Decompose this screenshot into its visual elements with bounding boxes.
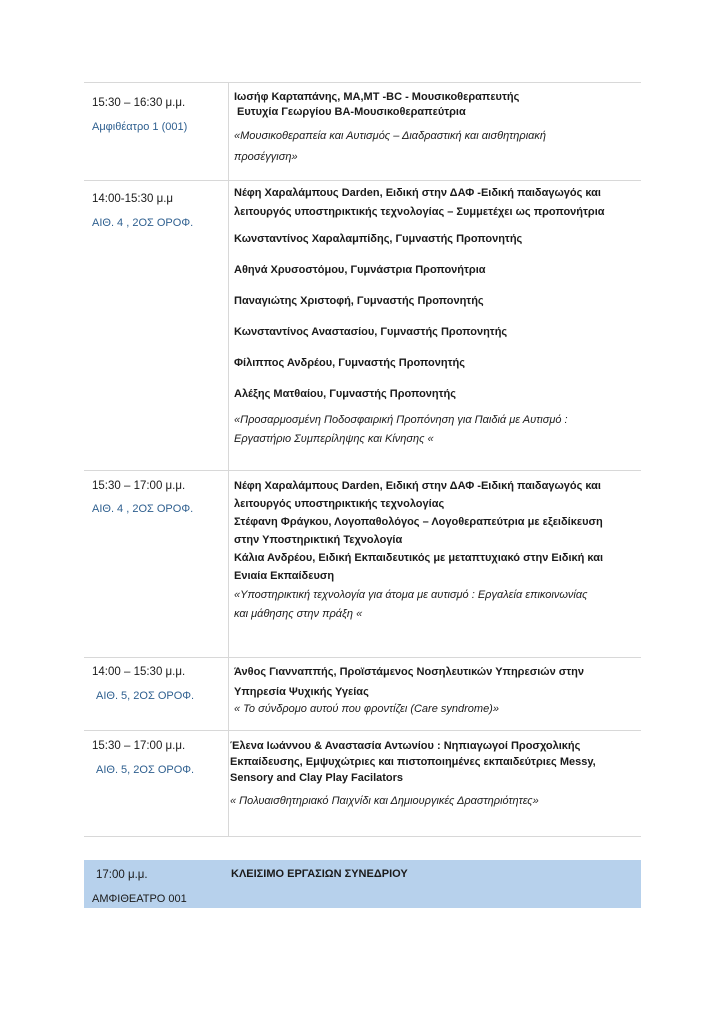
session-title: «Μουσικοθεραπεία και Αυτισμός – Διαδραστική και αισθητηριακή xyxy=(234,130,547,142)
row-divider xyxy=(84,730,641,731)
session-title: « Πολυαισθητηριακό Παιχνίδι και Δημιουργικές Δραστηριότητες» xyxy=(230,795,539,807)
speaker-line: Έλενα Ιωάννου & Αναστασία Αντωνίου : Νηπιαγωγοί Προσχολικής xyxy=(230,740,581,752)
row-divider xyxy=(84,657,641,658)
speaker-line: λειτουργός υποστηρικτικής τεχνολογίας – Συμμετέχει ως προπονήτρια xyxy=(234,206,605,218)
closing-title: ΚΛΕΙΣΙΜΟ ΕΡΓΑΣΙΩΝ ΣΥΝΕΔΡΙΟΥ xyxy=(231,868,408,880)
speaker-line: Εκπαίδευσης, Εμψυχώτριες και πιστοποιημένες εκπαιδεύτριες Messy, xyxy=(230,756,596,768)
session-time: 15:30 – 16:30 μ.μ. xyxy=(92,97,186,109)
row-divider xyxy=(84,82,641,83)
speaker-line: Ενιαία Εκπαίδευση xyxy=(234,570,335,582)
session-title: προσέγγιση» xyxy=(234,151,298,163)
speaker-line: Κάλια Ανδρέου, Ειδική Εκπαιδευτικός με μεταπτυχιακό στην Ειδική και xyxy=(234,552,604,564)
closing-time: 17:00 μ.μ. xyxy=(96,869,148,881)
session-content xyxy=(234,479,624,622)
speaker-line: Sensory and Clay Play Facilators xyxy=(230,772,404,784)
speaker-line: Υπηρεσία Ψυχικής Υγείας xyxy=(234,686,369,698)
session-time: 14:00-15:30 μ.μ xyxy=(92,193,174,205)
speaker-line: Κωνσταντίνος Χαραλαμπίδης, Γυμναστής Προπονητής xyxy=(234,233,523,245)
speaker-line: Παναγιώτης Χριστοφή, Γυμναστής Προπονητής xyxy=(234,295,484,307)
session-room: ΑΙΘ. 5, 2ΟΣ ΟΡΟΦ. xyxy=(96,690,195,702)
session-title: «Προσαρμοσμένη Ποδοσφαιρική Προπόνηση για Παιδιά με Αυτισμό : xyxy=(234,414,568,426)
speaker-line: Κωνσταντίνος Αναστασίου, Γυμναστής Προπονητής xyxy=(234,326,508,338)
session-time: 14:00 – 15:30 μ.μ. xyxy=(92,666,186,678)
session-time: 15:30 – 17:00 μ.μ. xyxy=(92,480,186,492)
session-room: ΑΙΘ. 4 , 2ΟΣ ΟΡΟΦ. xyxy=(92,217,194,229)
speaker-line: λειτουργός υποστηρικτικής τεχνολογίας xyxy=(234,498,445,510)
row-divider xyxy=(84,470,641,471)
session-room: ΑΙΘ. 4 , 2ΟΣ ΟΡΟΦ. xyxy=(92,503,194,515)
speaker-line: Στέφανη Φράγκου, Λογοπαθολόγος – Λογοθεραπεύτρια με εξειδίκευση xyxy=(234,516,603,528)
session-content xyxy=(234,665,624,717)
speaker-line: Νέφη Χαραλάμπους Darden, Ειδική στην ΔΑΦ -Ειδική παιδαγωγός και xyxy=(234,187,601,199)
speaker-line: Ιωσήφ Καρταπάνης, ΜΑ,ΜΤ -BC - Μουσικοθεραπευτής xyxy=(234,91,520,103)
session-room: ΑΙΘ. 5, 2ΟΣ ΟΡΟΦ. xyxy=(96,764,195,776)
speaker-line: στην Υποστηρικτική Τεχνολογία xyxy=(234,534,403,546)
session-time: 15:30 – 17:00 μ.μ. xyxy=(92,740,186,752)
session-content xyxy=(230,739,620,809)
session-title: « Το σύνδρομο αυτού που φροντίζει (Care syndrome)» xyxy=(234,703,499,715)
session-title: «Υποστηρικτική τεχνολογία για άτομα με αυτισμό : Εργαλεία επικοινωνίας xyxy=(234,589,588,601)
session-title: και μάθησης στην πράξη « xyxy=(234,608,363,620)
session-content xyxy=(234,186,624,447)
session-room: Αμφιθέατρο 1 (001) xyxy=(92,121,188,133)
closing-room: ΑΜΦΙΘΕΑΤΡΟ 001 xyxy=(92,893,187,905)
speaker-line: Άνθος Γιανναππής, Προϊστάμενος Νοσηλευτικών Υπηρεσιών στην xyxy=(234,666,585,678)
column-divider xyxy=(228,82,229,836)
speaker-line: Αθηνά Χρυσοστόμου, Γυμνάστρια Προπονήτρια xyxy=(234,264,486,276)
speaker-line: Αλέξης Ματθαίου, Γυμναστής Προπονητής xyxy=(234,388,456,400)
speaker-line: Ευτυχία Γεωργίου ΒΑ-Μουσικοθεραπεύτρια xyxy=(237,106,466,118)
speaker-line: Νέφη Χαραλάμπους Darden, Ειδική στην ΔΑΦ -Ειδική παιδαγωγός και xyxy=(234,480,601,492)
session-content xyxy=(234,90,624,165)
speaker-line: Φίλιππος Ανδρέου, Γυμναστής Προπονητής xyxy=(234,357,465,369)
row-divider xyxy=(84,180,641,181)
session-title: Εργαστήριο Συμπερίληψης και Κίνησης « xyxy=(234,433,434,445)
row-divider xyxy=(84,836,641,837)
